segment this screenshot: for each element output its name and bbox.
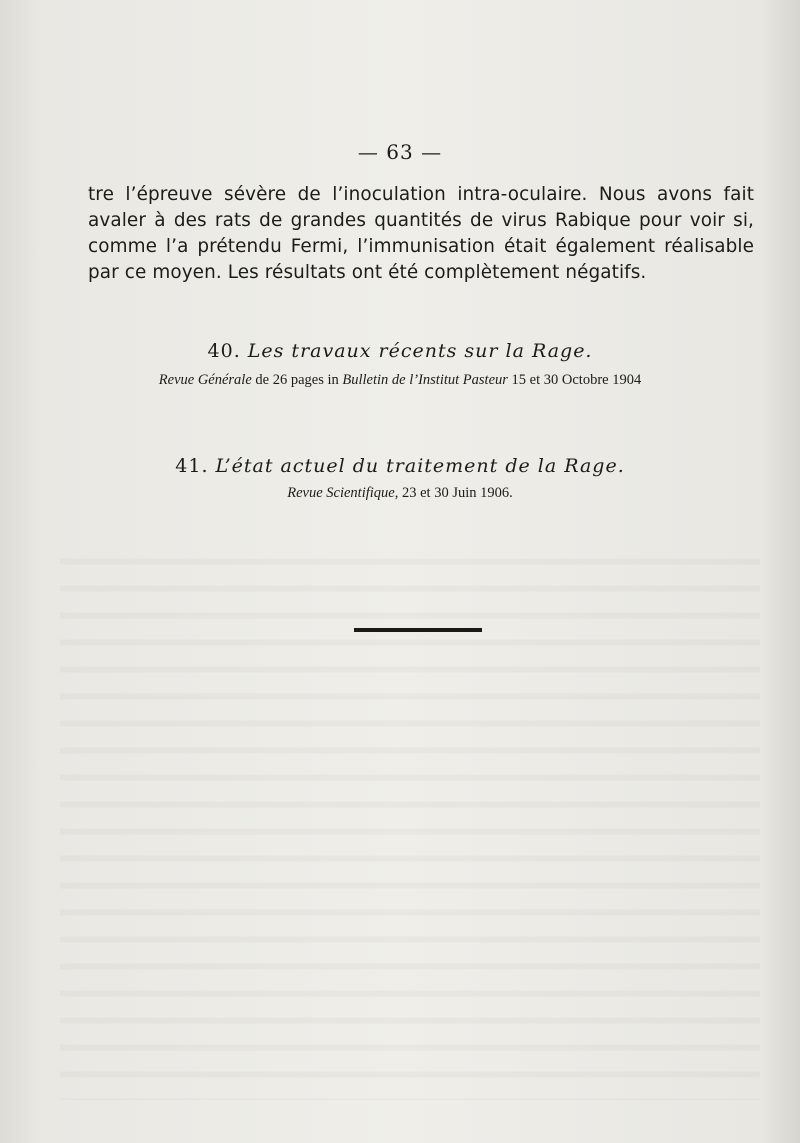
page-number: — 63 —	[357, 140, 443, 164]
source-journal: Bulletin de l’Institut Pasteur	[342, 372, 508, 388]
paragraph-line: comme l’a prétendu Fermi, l’immunisation était également réalisable	[88, 236, 754, 257]
entry-title-text: Les travaux récents sur la Rage.	[247, 340, 593, 362]
entry-title-text: L’état actuel du traitement de la Rage.	[215, 455, 625, 477]
source-text: de 26 pages in	[251, 372, 343, 388]
entry-40-source	[0, 372, 800, 389]
entry-40-title	[0, 340, 800, 362]
paragraph-line: par ce moyen. Les résultats ont été complètement négatifs.	[88, 262, 647, 283]
section-divider	[354, 628, 482, 632]
paragraph-line: avaler à des rats de grandes quantités de virus Rabique pour voir si,	[88, 210, 754, 231]
entry-41-title	[0, 455, 800, 477]
source-journal: Revue Scientifique	[287, 485, 395, 501]
source-text: , 23 et 30 Juin 1906.	[394, 485, 513, 501]
source-journal: Revue Générale	[158, 372, 252, 388]
entry-41-source	[0, 485, 800, 502]
source-text: 15 et 30 Octobre 1904	[507, 372, 642, 388]
paragraph-line: tre l’épreuve sévère de l’inoculation intra-oculaire. Nous avons fait	[88, 184, 754, 205]
show-through-texture	[60, 540, 760, 1100]
entry-number: 40.	[207, 340, 241, 362]
entry-number: 41.	[175, 455, 209, 477]
body-paragraph	[88, 182, 754, 286]
